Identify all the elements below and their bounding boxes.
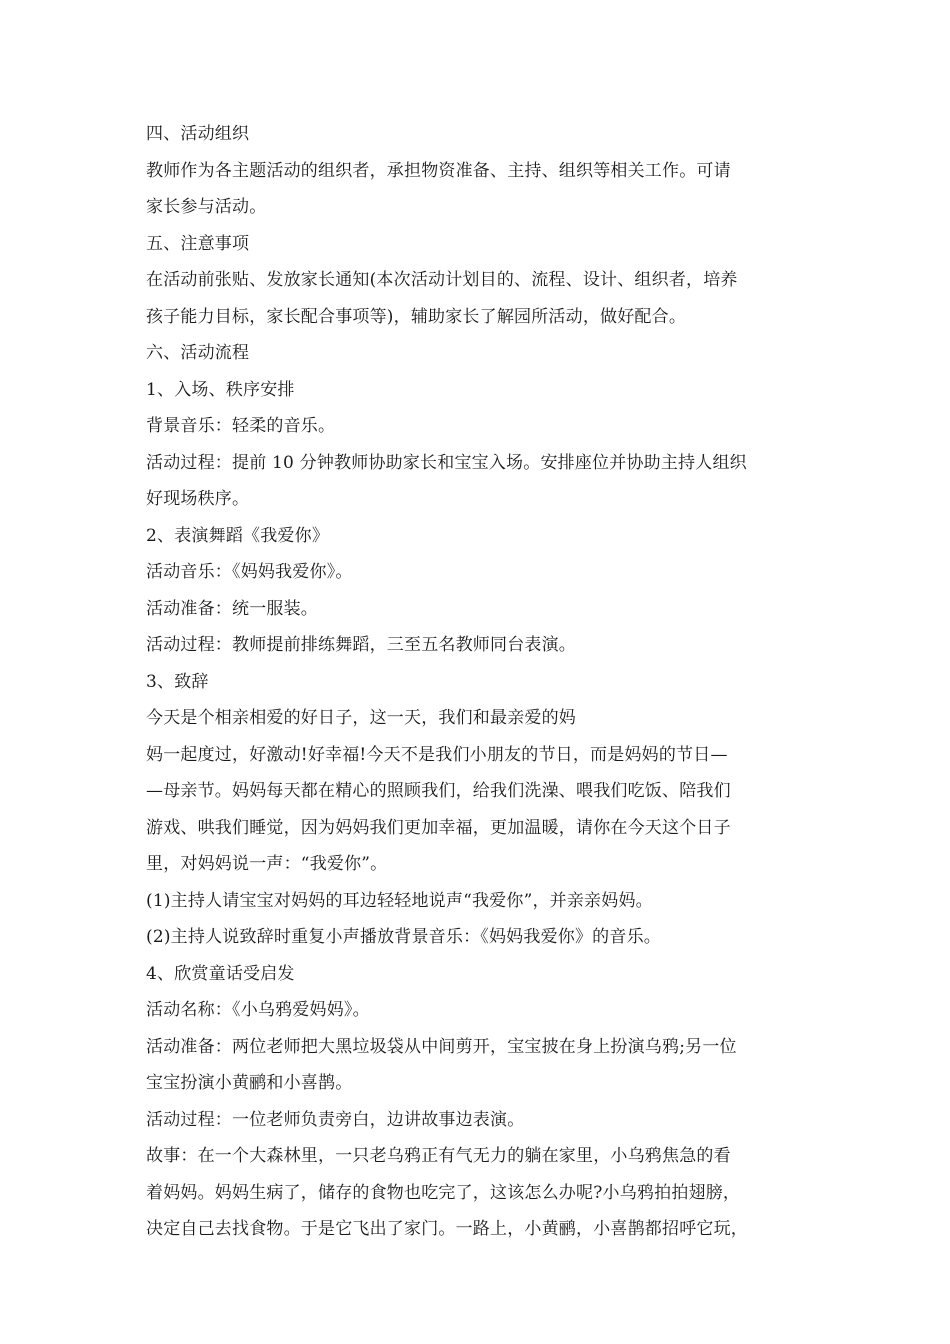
body-text-line: 宝宝扮演小黄鹂和小喜鹊。	[146, 1073, 353, 1093]
subheading-entry: 1、入场、秩序安排	[146, 379, 295, 400]
body-text-line: (1)主持人请宝宝对妈妈的耳边轻轻地说声“我爱你”，并亲亲妈妈。	[146, 890, 653, 911]
body-text-line: 决定自己去找食物。于是它飞出了家门。一路上，小黄鹂，小喜鹊都招呼它玩，	[146, 1219, 748, 1239]
body-text-line: 教师作为各主题活动的组织者，承担物资准备、主持、组织等相关工作。可请	[146, 160, 731, 181]
body-text-line: 家长参与活动。	[146, 197, 267, 217]
body-text-line: 活动过程：一位老师负责旁白，边讲故事边表演。	[146, 1109, 525, 1130]
body-text-line: —母亲节。妈妈每天都在精心的照顾我们，给我们洗澡、喂我们吃饭、陪我们	[146, 781, 731, 801]
body-text-line: 活动过程：教师提前排练舞蹈，三至五名教师同台表演。	[146, 635, 576, 655]
body-text-line: 孩子能力目标，家长配合事项等)，辅助家长了解园所活动，做好配合。	[146, 306, 687, 327]
body-text-line: 妈一起度过，好激动!好幸福!今天不是我们小朋友的节日，而是妈妈的节日—	[146, 744, 728, 765]
body-text-line: 里，对妈妈说一声：“我爱你”。	[146, 854, 388, 874]
body-text-line: 着妈妈。妈妈生病了，储存的食物也吃完了，这该怎么办呢?小乌鸦拍拍翅膀，	[146, 1182, 741, 1203]
section-heading-process: 六、活动流程	[146, 343, 250, 363]
body-text-line: 活动音乐：《妈妈我爱你》。	[146, 562, 353, 582]
body-text-line: 在活动前张贴、发放家长通知(本次活动计划目的、流程、设计、组织者，培养	[146, 270, 738, 290]
body-text-line: 活动名称：《小乌鸦爱妈妈》。	[146, 1000, 370, 1020]
subheading-speech: 3、致辞	[146, 671, 209, 692]
document-page	[146, 122, 814, 1254]
body-text-line: 背景音乐：轻柔的音乐。	[146, 416, 336, 436]
subheading-dance: 2、表演舞蹈《我爱你》	[146, 525, 330, 546]
subheading-story: 4、欣赏童话受启发	[146, 963, 295, 984]
body-text-line: 故事：在一个大森林里，一只老乌鸦正有气无力的躺在家里，小乌鸦焦急的看	[146, 1146, 731, 1166]
body-text-line: 活动准备：两位老师把大黑垃圾袋从中间剪开，宝宝披在身上扮演乌鸦;另一位	[146, 1036, 737, 1057]
body-text-line: 今天是个相亲相爱的好日子，这一天，我们和最亲爱的妈	[146, 708, 576, 728]
body-text-line: (2)主持人说致辞时重复小声播放背景音乐：《妈妈我爱你》的音乐。	[146, 927, 661, 947]
section-heading-notes: 五、注意事项	[146, 233, 250, 254]
section-heading-organization: 四、活动组织	[146, 124, 250, 144]
body-text-line: 游戏、哄我们睡觉，因为妈妈我们更加幸福，更加温暖，请你在今天这个日子	[146, 817, 731, 838]
body-text-line: 活动过程：提前 10 分钟教师协助家长和宝宝入场。安排座位并协助主持人组织	[146, 452, 747, 473]
body-text-line: 活动准备：统一服装。	[146, 598, 318, 619]
body-text-line: 好现场秩序。	[146, 489, 250, 509]
